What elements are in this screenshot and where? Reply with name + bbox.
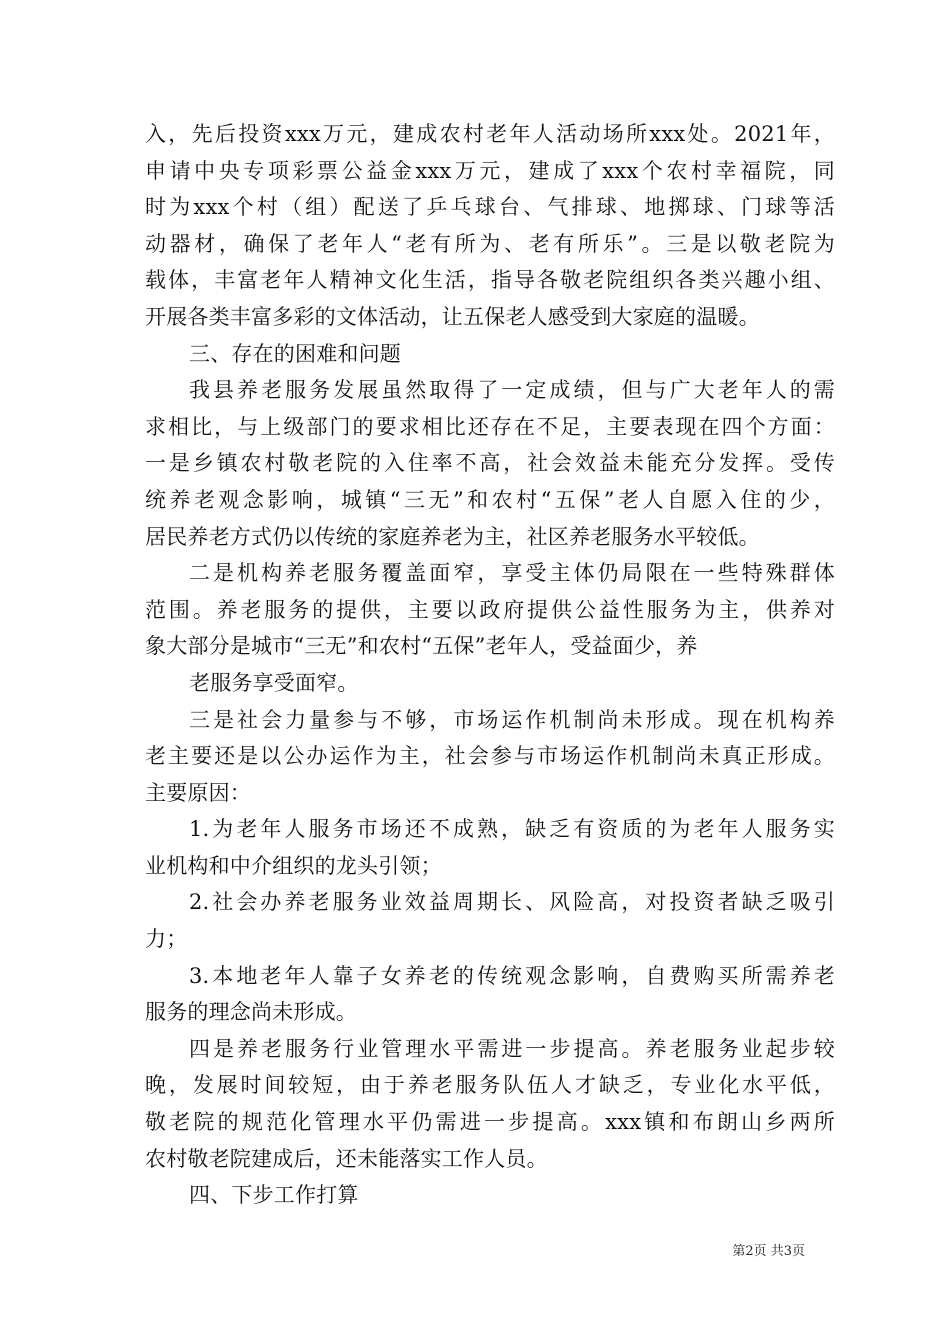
text-line: 四、下步工作打算	[189, 1183, 359, 1208]
text-line: 服务的理念尚未形成。	[145, 1000, 357, 1025]
text-line: 范围。养老服务的提供，主要以政府提供公益性服务为主，供养对	[145, 597, 835, 622]
text-line: 三、存在的困难和问题	[189, 341, 401, 366]
text-line: 我县养老服务发展虽然取得了一定成绩，但与广大老年人的需	[189, 378, 835, 403]
text-line: 业机构和中介组织的龙头引领；	[145, 853, 442, 878]
text-line: 统养老观念影响，城镇“三无”和农村“五保”老人自愿入住的少，	[145, 487, 835, 512]
page-number-footer: 第2页 共3页	[732, 1244, 805, 1259]
text-line: 求相比，与上级部门的要求相比还存在不足，主要表现在四个方面：	[145, 414, 835, 439]
text-line: 三是社会力量参与不够，市场运作机制尚未形成。现在机构养	[189, 707, 835, 732]
text-line: 敬老院的规范化管理水平仍需进一步提高。xxx镇和布朗山乡两所	[145, 1110, 835, 1135]
text-line: 3.本地老年人靠子女养老的传统观念影响，自费购买所需养老	[189, 963, 835, 988]
text-line: 二是机构养老服务覆盖面窄，享受主体仍局限在一些特殊群体	[189, 561, 835, 586]
text-line: 动器材，确保了老年人“老有所为、老有所乐”。三是以敬老院为	[145, 231, 835, 256]
text-line: 四是养老服务行业管理水平需进一步提高。养老服务业起步较	[189, 1036, 835, 1061]
text-line: 入，先后投资xxx万元，建成农村老年人活动场所xxx处。2021年，	[145, 122, 835, 146]
text-line: 1.为老年人服务市场还不成熟，缺乏有资质的为老年人服务实	[189, 817, 835, 842]
text-line: 时为xxx个村（组）配送了乒乓球台、气排球、地掷球、门球等活	[145, 195, 835, 220]
text-line: 居民养老方式仍以传统的家庭养老为主，社区养老服务水平较低。	[145, 524, 760, 549]
text-line: 2.社会办养老服务业效益周期长、风险高，对投资者缺乏吸引	[189, 890, 835, 915]
text-line: 晚，发展时间较短，由于养老服务队伍人才缺乏，专业化水平低，	[145, 1073, 835, 1098]
text-line: 力；	[145, 927, 188, 952]
text-line: 农村敬老院建成后，还未能落实工作人员。	[145, 1146, 548, 1171]
text-line: 载体，丰富老年人精神文化生活，指导各敬老院组织各类兴趣小组、	[145, 268, 835, 293]
text-line: 象大部分是城市“三无”和农村“五保”老年人，受益面少，养	[145, 634, 698, 659]
document-body	[145, 116, 835, 1214]
text-line: 一是乡镇农村敬老院的入住率不高，社会效益未能充分发挥。受传	[145, 451, 835, 476]
text-line: 老服务享受面窄。	[189, 670, 359, 695]
text-line: 主要原因：	[145, 780, 251, 805]
text-line: 老主要还是以公办运作为主，社会参与市场运作机制尚未真正形成。	[145, 744, 835, 769]
text-line: 申请中央专项彩票公益金xxx万元，建成了xxx个农村幸福院，同	[145, 158, 835, 183]
text-line: 开展各类丰富多彩的文体活动，让五保老人感受到大家庭的温暖。	[145, 304, 760, 329]
